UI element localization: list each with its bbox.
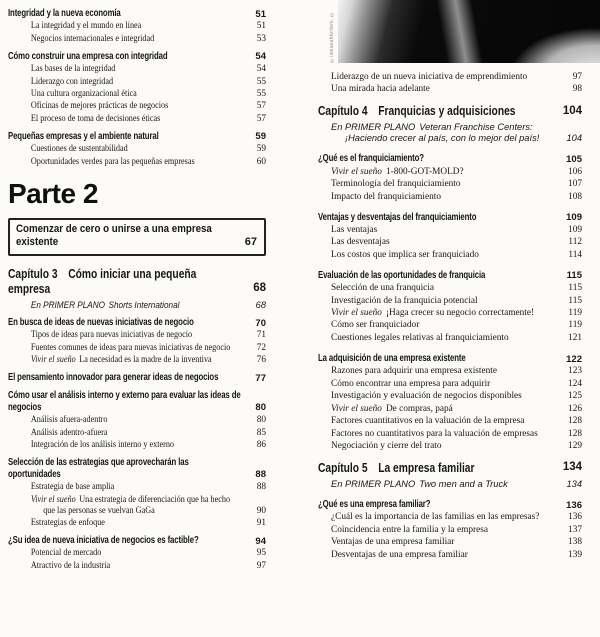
toc-entry-text: Cómo usar el análisis interno y externo para evaluar las ideas de negocios [8, 390, 241, 413]
toc-entry-text: Coincidencia entre la familia y la empresa [331, 524, 488, 535]
toc-entry [8, 114, 266, 125]
toc-entry-page: 104 [566, 133, 582, 144]
toc-entry-text [8, 267, 240, 297]
toc-entry [318, 153, 582, 165]
toc-entry-text: Selección de una franquicia [331, 283, 434, 294]
toc-entry [8, 518, 266, 529]
toc-entry-text: Investigación de la franquicia potencial [331, 295, 478, 306]
toc-entry-page: 106 [568, 166, 582, 177]
toc-entry-text: ¿Su idea de nueva iniciativa de negocios es factible? [8, 535, 199, 547]
toc-entry-text: Análisis afuera-adentro [30, 415, 108, 426]
toc-entry [8, 8, 266, 20]
toc-entry-text: La integridad y el mundo en línea [30, 21, 142, 32]
toc-entry-page: 136 [568, 512, 582, 523]
toc-entry-page: 115 [568, 283, 582, 294]
toc-entry [8, 77, 266, 88]
chapter-title: Cómo iniciar una pequeña empresa [8, 267, 197, 297]
toc-entry-text: Tipos de ideas para nuevas iniciativas de negocio [30, 330, 193, 341]
toc-section [318, 270, 582, 344]
toc-entry-text: Evaluación de las oportunidades de franquicia [318, 269, 486, 281]
toc-entry-text: Investigación y evaluación de negocios disponibles [331, 391, 522, 402]
toc-entry-text: Razones para adquirir una empresa existente [331, 366, 497, 377]
toc-entry-text [8, 355, 242, 366]
toc-entry-page: 109 [566, 212, 582, 224]
toc-entry-page: 122 [566, 353, 582, 365]
toc-entry-page: 134 [566, 479, 582, 489]
part-heading: Parte 2 [8, 177, 98, 209]
toc-entry [8, 317, 266, 329]
chapter-heading [8, 267, 266, 297]
toc-section [8, 8, 266, 45]
toc-entry [8, 34, 266, 45]
entry-lead-in: Vivir el sueño [331, 403, 382, 414]
toc-entry-text: Oficinas de mejores prácticas de negocios [30, 101, 169, 112]
toc-entry [318, 429, 582, 440]
toc-entry-page: 80 [256, 415, 266, 426]
toc-entry-text: En busca de ideas de nuevas iniciativas de negocio [8, 317, 194, 329]
entry-text: 1-800-GOT-MOLD? [385, 166, 464, 177]
entry-lead-in: Vivir el sueño [30, 494, 76, 505]
toc-entry-page: 119 [568, 320, 582, 331]
toc-entry-page: 85 [256, 427, 266, 438]
chapter-title: La empresa familiar [378, 461, 475, 475]
toc-entry-text: Ventajas de una empresa familiar [331, 537, 455, 548]
toc-entry [318, 391, 582, 402]
toc-entry [8, 548, 266, 559]
toc-entry-text: Cuestiones legales relativas al franquiciamiento [331, 332, 509, 343]
toc-entry-text: Negocios internacionales e integridad [30, 33, 155, 44]
photo-credit: ©iweasahterteni, © [329, 10, 335, 63]
toc-entry-text: Liderazgo con integridad [30, 76, 114, 87]
toc-section [318, 461, 582, 490]
toc-entry-page: 86 [256, 440, 266, 451]
entry-text: La necesidad es la madre de la inventiva [79, 355, 212, 366]
toc-entry-text [318, 461, 556, 476]
toc-entry [8, 131, 266, 143]
toc-entry [8, 372, 266, 384]
toc-entry-text: ¿Cuál es la importancia de las familias en las empresas? [331, 512, 540, 523]
toc-entry-text: Las desventajas [331, 237, 390, 248]
entry-text: Veteran Franchise Centers: ¡Haciendo crecer al país, con lo mejor del país! [345, 122, 540, 144]
entry-text: Two men and a Truck [419, 479, 508, 489]
toc-section [8, 51, 266, 125]
toc-entry-page: 59 [256, 144, 266, 155]
toc-entry-text: Selección de las estrategias que aprovecharán las oportunidades [8, 457, 189, 480]
toc-section [8, 317, 266, 366]
entry-lead-in: Vivir el sueño [30, 355, 76, 366]
toc-entry [8, 157, 266, 168]
toc-section [318, 499, 582, 561]
toc-column-left [8, 8, 266, 578]
toc-entry-page: 70 [255, 317, 266, 329]
toc-entry-page: 128 [568, 428, 582, 439]
toc-entry-text: Estrategia de base amplia [30, 482, 115, 493]
toc-entry-page: 71 [256, 330, 266, 341]
toc-entry-page: 94 [255, 535, 266, 547]
toc-entry-page: 125 [568, 391, 582, 402]
toc-entry-text [318, 308, 558, 319]
toc-entry-page: 54 [256, 64, 266, 75]
toc-entry-text: Desventajas de una empresa familiar [331, 549, 468, 560]
toc-entry-page: 107 [568, 179, 582, 190]
toc-entry-text [318, 404, 558, 415]
toc-entry-page: 136 [566, 499, 582, 511]
toc-entry-page: 76 [256, 355, 266, 366]
toc-entry-page: 51 [255, 8, 266, 20]
toc-entry-page: 115 [568, 295, 582, 306]
toc-entry [8, 330, 266, 341]
toc-entry-page: 134 [562, 461, 582, 474]
toc-entry [318, 353, 582, 365]
toc-entry-page: 91 [256, 518, 266, 529]
toc-entry [318, 379, 582, 390]
toc-entry [8, 51, 266, 63]
toc-entry-page: 54 [255, 51, 266, 63]
toc-entry-text: El proceso de toma de decisiones éticas [30, 113, 161, 124]
toc-entry-page: 88 [255, 469, 266, 481]
toc-section [8, 535, 266, 572]
toc-entry-text: Integridad y la nueva economía [8, 8, 121, 19]
toc-section [318, 212, 582, 261]
toc-entry-text: Ventajas y desventajas del franquiciamiento [318, 211, 477, 223]
toc-entry-page: 129 [568, 441, 582, 452]
toc-entry-text: Atractivo de la industria [30, 560, 111, 571]
toc-section [318, 353, 582, 452]
toc-entry-page: 55 [256, 76, 266, 87]
entry-text: De compras, papá [385, 403, 453, 414]
toc-entry [318, 499, 582, 511]
toc-entry-text: ¿Qué es el franquiciamiento? [318, 153, 424, 165]
toc-entry-text: Oportunidades verdes para las pequeñas empresas [30, 156, 195, 167]
toc-entry [318, 212, 582, 224]
toc-entry-page: 90 [256, 505, 266, 516]
toc-entry-page: 57 [256, 101, 266, 112]
toc-entry-page: 138 [568, 537, 582, 548]
entry-lead-in: Vivir el sueño [331, 308, 382, 319]
toc-entry-page: 97 [256, 560, 266, 571]
toc-entry-text: Potencial de mercado [30, 548, 102, 559]
toc-entry-page: 123 [568, 366, 582, 377]
toc-section [318, 104, 582, 144]
toc-entry-text: Cómo ser franquiciador [331, 320, 420, 331]
toc-entry [318, 270, 582, 282]
chapter-opener-photo [338, 0, 600, 63]
toc-entry-page: 114 [568, 249, 582, 260]
toc-section [8, 457, 266, 529]
toc-entry-text: Negociación y cierre del trato [331, 441, 442, 452]
toc-entry [318, 283, 582, 294]
toc-entry-text: Una cultura organizacional ética [30, 88, 137, 99]
toc-entry [318, 308, 582, 319]
toc-entry-page: 121 [568, 332, 582, 343]
toc-entry [8, 390, 266, 414]
toc-entry-page: 108 [568, 191, 582, 202]
toc-entry [8, 101, 266, 112]
toc-entry-text: Integración de los análisis interno y externo [30, 440, 175, 451]
toc-entry [8, 64, 266, 75]
toc-section [8, 372, 266, 384]
toc-entry-page: 51 [256, 21, 266, 32]
toc-entry-page: 137 [568, 524, 582, 535]
entry-lead-in: Vivir el sueño [331, 166, 382, 177]
toc-entry [8, 535, 266, 547]
toc-section [8, 131, 266, 168]
toc-entry-text: Factores cuantitativos en la valuación de la empresa [331, 416, 525, 427]
toc-entry-text [318, 104, 556, 119]
part-title-box [8, 218, 266, 257]
toc-entry-text [8, 495, 242, 517]
toc-entry-text [318, 122, 558, 144]
entry-lead-in: En PRIMER PLANO [30, 300, 105, 311]
toc-column-right [318, 72, 582, 570]
toc-entry-page: 112 [568, 237, 582, 248]
toc-entry [318, 537, 582, 548]
toc-entry-text: Liderazgo de un nueva iniciativa de emprendimiento [331, 72, 528, 82]
toc-entry-text [318, 167, 558, 178]
toc-entry-page: 97 [572, 72, 582, 82]
toc-entry-text: Cómo construir una empresa con integridad [8, 50, 168, 62]
entry-text: ¡Haga crecer su negocio correctamente! [385, 308, 535, 319]
toc-entry-text [8, 300, 242, 311]
toc-entry [318, 320, 582, 331]
toc-entry [318, 122, 582, 144]
chapter-title: Franquicias y adquisiciones [378, 104, 516, 119]
toc-entry [8, 561, 266, 572]
toc-entry-text: Estrategias de enfoque [30, 518, 105, 529]
toc-entry-page: 104 [562, 104, 582, 117]
toc-entry [8, 440, 266, 451]
entry-text: Una estrategia de diferenciación que ha hecho que las personas se vuelvan GaGa [43, 494, 231, 516]
toc-entry-text: Las bases de la integridad [30, 64, 116, 75]
toc-section [318, 72, 582, 95]
entry-lead-in: En PRIMER PLANO [331, 122, 416, 133]
toc-entry-page: 105 [566, 153, 582, 165]
toc-entry [8, 415, 266, 426]
toc-entry [8, 355, 266, 366]
toc-entry-page: 68 [253, 282, 266, 295]
toc-entry [8, 428, 266, 439]
toc-entry [8, 300, 266, 311]
toc-entry-page: 68 [255, 300, 266, 311]
toc-entry [8, 482, 266, 493]
toc-entry [8, 144, 266, 155]
toc-entry-page: 95 [256, 548, 266, 559]
chapter-heading [318, 461, 582, 476]
toc-entry-text: Una mirada hacia adelante [331, 84, 430, 95]
toc-entry [318, 179, 582, 190]
toc-entry-text: Factores no cuantitativos para la valuación de empresas [331, 428, 538, 439]
toc-entry [318, 404, 582, 415]
toc-entry-text: Cuestiones de sustentabilidad [30, 144, 128, 155]
toc-entry-text: La adquisición de una empresa existente [318, 352, 466, 364]
toc-entry [318, 525, 582, 536]
toc-entry-text [318, 479, 558, 490]
toc-entry-text: Las ventajas [331, 224, 378, 235]
toc-entry-text: Impacto del franquiciamiento [331, 191, 441, 202]
chapter-heading [318, 104, 582, 119]
chapter-number: Capítulo 3 [8, 267, 58, 282]
toc-entry [318, 72, 582, 83]
toc-entry [8, 457, 266, 481]
toc-entry-page: 119 [568, 308, 582, 319]
toc-entry [318, 84, 582, 95]
toc-entry [318, 225, 582, 236]
toc-entry-page: 60 [256, 156, 266, 167]
part-title-page: 67 [244, 236, 257, 249]
toc-entry-page: 53 [256, 33, 266, 44]
chapter-number: Capítulo 5 [318, 461, 368, 475]
toc-entry [318, 192, 582, 203]
toc-section [8, 390, 266, 451]
toc-section [318, 153, 582, 202]
entry-text: Shorts International [108, 300, 180, 311]
part-title-text: Comenzar de cero o unirse a una empresa existente [16, 222, 212, 249]
toc-entry-page: 72 [256, 342, 266, 353]
toc-entry [318, 550, 582, 561]
toc-entry-text: Análisis adentro-afuera [30, 427, 108, 438]
toc-entry [8, 89, 266, 100]
toc-entry [318, 441, 582, 452]
toc-entry-text: Terminología del franquiciamiento [331, 179, 461, 190]
toc-entry-text: Cómo encontrar una empresa para adquirir [331, 378, 491, 389]
toc-entry-text: El pensamiento innovador para generar ideas de negocios [8, 372, 219, 384]
toc-entry [318, 333, 582, 344]
toc-entry [318, 416, 582, 427]
toc-section [8, 267, 266, 311]
toc-entry-text: Los costos que implica ser franquiciado [331, 249, 479, 260]
toc-entry-text: Fuentes comunes de ideas para nuevas iniciativas de negocio [30, 342, 231, 353]
toc-entry [318, 237, 582, 248]
toc-entry-text: ¿Qué es una empresa familiar? [318, 498, 431, 510]
toc-entry [8, 21, 266, 32]
toc-entry-page: 98 [572, 84, 582, 95]
toc-entry-text: Pequeñas empresas y el ambiente natural [8, 130, 159, 142]
toc-entry-page: 128 [568, 416, 582, 427]
toc-entry-page: 124 [568, 378, 582, 389]
toc-entry [8, 495, 266, 517]
toc-entry [318, 512, 582, 523]
entry-lead-in: En PRIMER PLANO [331, 479, 416, 489]
toc-entry [318, 167, 582, 178]
toc-entry [318, 250, 582, 261]
chapter-number: Capítulo 4 [318, 104, 368, 119]
toc-entry-page: 109 [568, 224, 582, 235]
toc-entry-page: 80 [255, 402, 266, 414]
toc-entry-page: 77 [255, 372, 266, 384]
toc-entry-page: 55 [256, 88, 266, 99]
toc-entry-page: 59 [255, 131, 266, 143]
toc-entry [318, 296, 582, 307]
toc-entry-page: 139 [568, 549, 582, 560]
toc-entry [318, 479, 582, 490]
toc-entry [318, 366, 582, 377]
toc-entry-page: 115 [566, 270, 582, 282]
toc-entry [8, 343, 266, 354]
toc-entry-page: 126 [568, 403, 582, 414]
toc-entry-page: 57 [256, 113, 266, 124]
toc-entry-page: 88 [256, 482, 266, 493]
